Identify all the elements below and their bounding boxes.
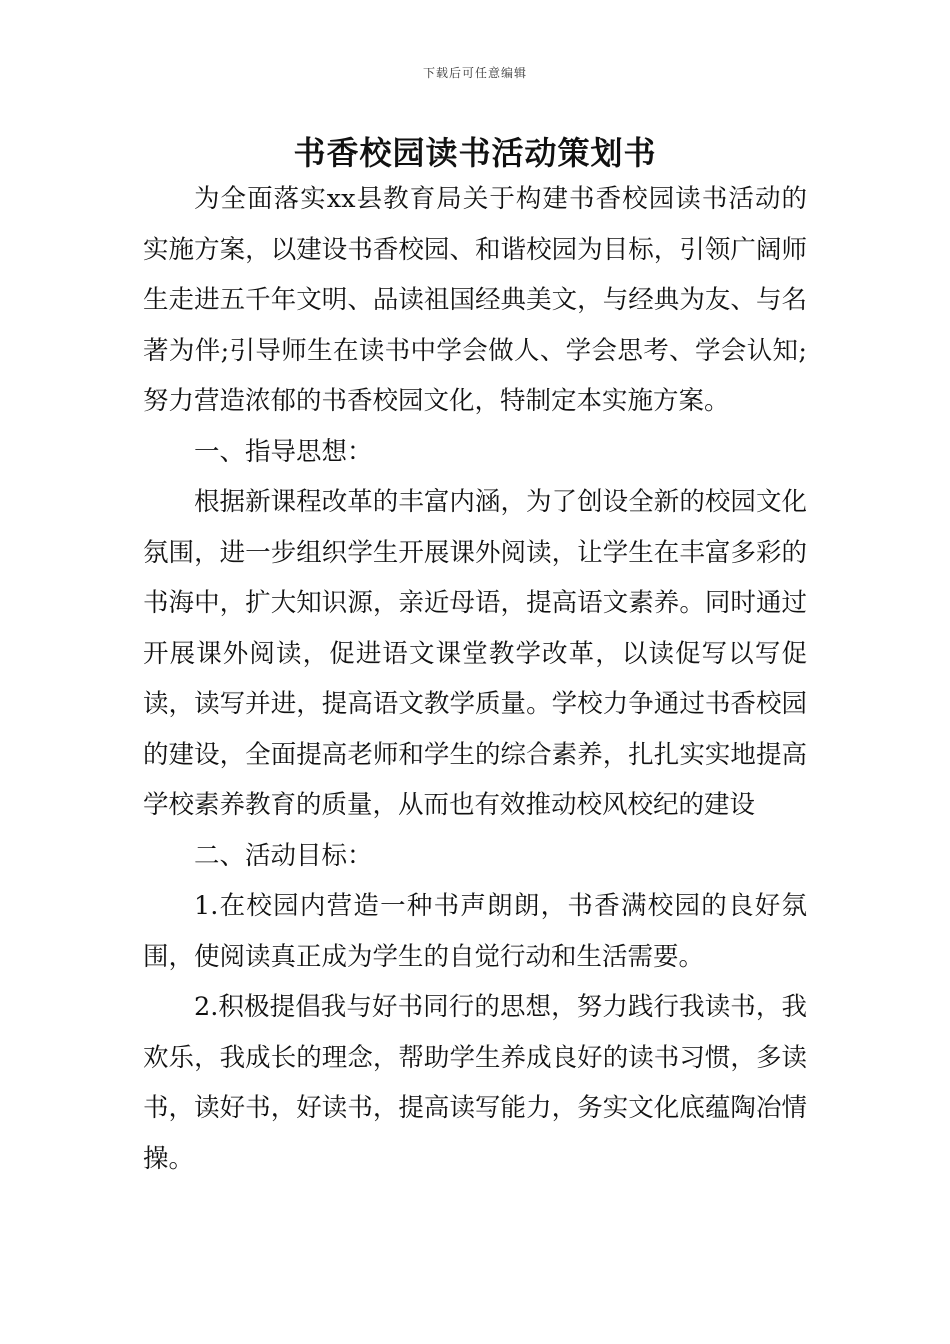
paragraph-goal-1: 1.在校园内营造一种书声朗朗，书香满校园的良好氛围，使阅读真正成为学生的自觉行动和生活需要。 — [143, 891, 807, 972]
paragraph-goal-2: 2.积极提倡我与好书同行的思想，努力践行我读书，我欢乐，我成长的理念，帮助学生养成良好的读书习惯，多读书，读好书，好读书，提高读写能力，务实文化底蕴陶冶情操。 — [143, 992, 807, 1174]
document-body — [143, 174, 807, 1184]
section-heading-activity-goals: 二、活动目标： — [194, 840, 373, 871]
document-title: 书香校园读书活动策划书 — [293, 134, 657, 172]
section-heading-guiding-thought: 一、指导思想： — [194, 436, 373, 467]
paragraph-guiding-thought: 根据新课程改革的丰富内涵，为了创设全新的校园文化氛围，进一步组织学生开展课外阅读，让学生在丰富多彩的书海中，扩大知识源，亲近母语，提高语文素养。同时通过开展课外阅读，促进语文课堂教学改革，以读促写以写促读，读写并进，提高语文教学质量。学校力争通过书香校园的建设，全面提高老师和学生的综合素养，扎扎实实地提高学校素养教育的质量，从而也有效推动校风校纪的建设 — [143, 487, 807, 820]
header-note: 下载后可任意编辑 — [422, 66, 527, 80]
paragraph-intro: 为全面落实xx县教育局关于构建书香校园读书活动的实施方案，以建设书香校园、和谐校园为目标，引领广阔师生走进五千年文明、品读祖国经典美文，与经典为友、与名著为伴;引导师生在读书中学会做人、学会思考、学会认知;努力营造浓郁的书香校园文化，特制定本实施方案。 — [143, 184, 807, 416]
